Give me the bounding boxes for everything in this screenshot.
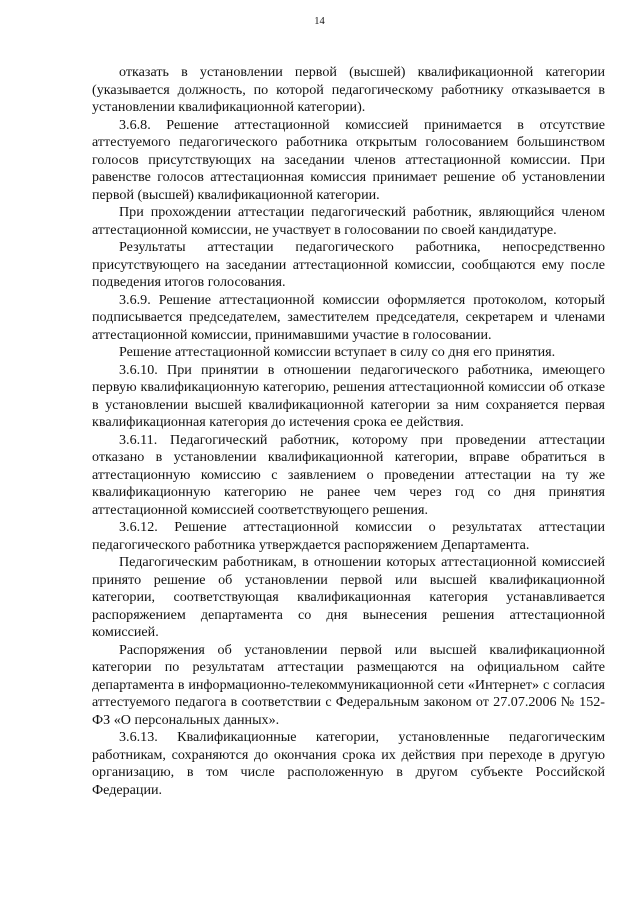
paragraph-refusal-continuation: отказать в установлении первой (высшей) квалификационной категории (указывается должность, по которой педагогическому работнику отказывается в установлении квалификационной категории). [92,64,605,115]
document-body [92,64,605,799]
page-number: 14 [314,16,325,27]
paragraph-member-not-voting: При прохождении аттестации педагогический работник, являющийся членом аттестационной комиссии, не участвует в голосовании по своей кандидатуре. [92,204,605,238]
paragraph-3-6-12: 3.6.12. Решение аттестационной комиссии о результатах аттестации педагогического работника утверждается распоряжением Департамента. [92,519,605,553]
paragraph-category-established: Педагогическим работникам, в отношении которых аттестационной комиссией принято решение об установлении первой или высшей квалификационной категории, соответствующая квалификационная категория устанавливается распоряжением департамента со дня вынесения решения аттестационной комиссией. [92,554,605,640]
paragraph-3-6-10: 3.6.10. При принятии в отношении педагогического работника, имеющего первую квалификационную категорию, решения аттестационной комиссии об отказе в установлении высшей квалификационной категории за ним сохраняется первая квалификационная категория до истечения срока ее действия. [92,361,605,430]
paragraph-3-6-8: 3.6.8. Решение аттестационной комиссией принимается в отсутствие аттестуемого педагогического работника открытым голосованием большинством голосов присутствующих на заседании членов аттестационной комиссии. При равенстве голосов аттестационная комиссия принимает решение об установлении первой (высшей) квалификационной категории. [92,116,605,203]
paragraph-orders-published: Распоряжения об установлении первой или высшей квалификационной категории по результатам аттестации размещаются на официальном сайте департамента в информационно-телекоммуникационной сети «Интернет» с согласия аттестуемого педагога в соответствии с Федеральным законом от 27.07.2006 № 152-ФЗ «О персональных данных». [92,641,605,728]
paragraph-results-announced: Результаты аттестации педагогического работника, непосредственно присутствующего на заседании аттестационной комиссии, сообщаются ему после подведения итогов голосования. [92,239,605,290]
paragraph-3-6-13: 3.6.13. Квалификационные категории, установленные педагогическим работникам, сохраняются до окончания срока их действия при переходе в другую организацию, в том числе расположенную в другом субъекте Российской Федерации. [92,729,605,798]
paragraph-decision-in-force: Решение аттестационной комиссии вступает в силу со дня его принятия. [119,344,556,360]
paragraph-3-6-11: 3.6.11. Педагогический работник, которому при проведении аттестации отказано в установлении квалификационной категории, вправе обратиться в аттестационную комиссию с заявлением о проведении аттестации на ту же квалификационную категорию не ранее чем через год со дня принятия аттестационной комиссией соответствующего решения. [92,431,605,518]
paragraph-3-6-9: 3.6.9. Решение аттестационной комиссии оформляется протоколом, который подписывается председателем, заместителем председателя, секретарем и членами аттестационной комиссии, принимавшими участие в голосовании. [92,291,605,343]
